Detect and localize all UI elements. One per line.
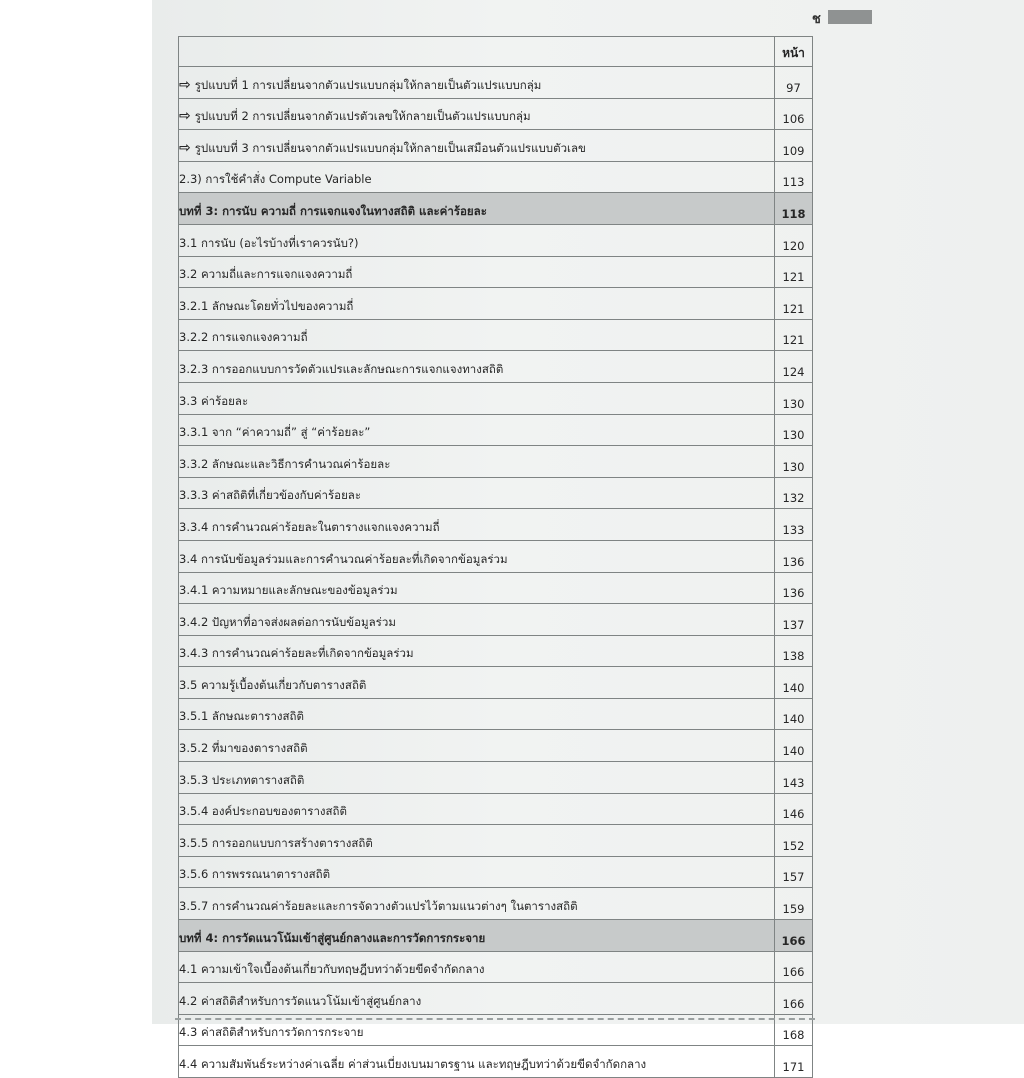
toc-row [179,793,813,825]
toc-row [179,635,813,667]
toc-entry-page: 171 [775,1046,813,1078]
toc-entry-page: 166 [775,983,813,1015]
toc-entry-text: 3.3.4 การคำนวณค่าร้อยละในตารางแจกแจงความถี่ [179,509,775,541]
chapter-title: บทที่ 3: การนับ ความถี่ การแจกแจงในทางสถิติ และค่าร้อยละ [179,193,775,225]
page-number: ช [812,12,821,27]
toc-entry-page: 121 [775,288,813,320]
toc-entry-text: 3.4 การนับข้อมูลร่วมและการคำนวณค่าร้อยละที่เกิดจากข้อมูลร่วม [179,540,775,572]
toc-entry-page: 132 [775,477,813,509]
toc-entry-page: 166 [775,951,813,983]
toc-entry-page: 120 [775,224,813,256]
toc-row [179,414,813,446]
toc-entry-text: 4.4 ความสัมพันธ์ระหว่างค่าเฉลี่ย ค่าส่วนเบี่ยงเบนมาตรฐาน และทฤษฎีบทว่าด้วยขีดจำกัดกลาง [179,1046,775,1078]
toc-row [179,667,813,699]
toc-entry-text: 3.4.2 ปัญหาที่อาจส่งผลต่อการนับข้อมูลร่วม [179,604,775,636]
toc-entry-text: 3.3 ค่าร้อยละ [179,382,775,414]
toc-row [179,319,813,351]
toc-row [179,224,813,256]
toc-row [179,382,813,414]
toc-entry-text: 3.2 ความถี่และการแจกแจงความถี่ [179,256,775,288]
toc-entry-text: 3.3.1 จาก “ค่าความถี่” สู่ “ค่าร้อยละ” [179,414,775,446]
toc-entry-page: 168 [775,1014,813,1046]
toc-row [179,98,813,130]
chapter-page: 166 [775,920,813,952]
toc-entry-page: 140 [775,667,813,699]
toc-entry-text: 3.5.2 ที่มาของตารางสถิติ [179,730,775,762]
toc-entry-text: 3.5.1 ลักษณะตารางสถิติ [179,698,775,730]
toc-entry-page: 130 [775,446,813,478]
toc-row [179,698,813,730]
toc-entry-text: 3.4.3 การคำนวณค่าร้อยละที่เกิดจากข้อมูลร่วม [179,635,775,667]
toc-entry-text: 3.2.1 ลักษณะโดยทั่วไปของความถี่ [179,288,775,320]
toc-row [179,288,813,320]
toc-entry-page: 143 [775,762,813,794]
header-blank-cell [179,37,775,67]
toc-row [179,446,813,478]
toc-entry-page: 121 [775,256,813,288]
chapter-row [179,193,813,225]
chapter-title: บทที่ 4: การวัดแนวโน้มเข้าสู่ศูนย์กลางและการวัดการกระจาย [179,920,775,952]
toc-entry-page: 137 [775,604,813,636]
toc-entry-page: 140 [775,698,813,730]
toc-entry-text: 3.5.3 ประเภทตารางสถิติ [179,762,775,794]
toc-entry-page: 136 [775,572,813,604]
toc-entry-page: 130 [775,414,813,446]
table-of-contents [178,36,813,1078]
toc-entry-text: 3.5.4 องค์ประกอบของตารางสถิติ [179,793,775,825]
toc-entry-text: 2.3) การใช้คำสั่ง Compute Variable [179,161,775,193]
toc-entry-text: 3.5 ความรู้เบื้องต้นเกี่ยวกับตารางสถิติ [179,667,775,699]
toc-row [179,825,813,857]
toc-entry-page: 121 [775,319,813,351]
toc-row [179,477,813,509]
arrow-right-icon: ⇨ [179,108,191,125]
toc-row [179,351,813,383]
toc-entry-text: 4.2 ค่าสถิติสำหรับการวัดแนวโน้มเข้าสู่ศูนย์กลาง [179,983,775,1015]
toc-entry-text: 3.2.2 การแจกแจงความถี่ [179,319,775,351]
toc-entry-page: 106 [775,98,813,130]
toc-entry-page: 130 [775,382,813,414]
toc-entry-page: 109 [775,130,813,162]
toc-entry-text: 3.1 การนับ (อะไรบ้างที่เราควรนับ?) [179,224,775,256]
arrow-right-icon: ⇨ [179,139,191,156]
corner-tab-bar [828,10,872,24]
toc-entry-text: 3.2.3 การออกแบบการวัดตัวแปรและลักษณะการแจกแจงทางสถิติ [179,351,775,383]
toc-row [179,730,813,762]
toc-row [179,888,813,920]
chapter-row [179,920,813,952]
toc-entry-text: 3.4.1 ความหมายและลักษณะของข้อมูลร่วม [179,572,775,604]
toc-entry-page: 133 [775,509,813,541]
chapter-page: 118 [775,193,813,225]
toc-entry-text: 4.3 ค่าสถิติสำหรับการวัดการกระจาย [179,1014,775,1046]
toc-entry-text: 3.5.5 การออกแบบการสร้างตารางสถิติ [179,825,775,857]
toc-entry-text: 3.3.3 ค่าสถิติที่เกี่ยวข้องกับค่าร้อยละ [179,477,775,509]
bottom-dashed-divider [175,1018,815,1020]
page-column-header: หน้า [775,37,813,67]
toc-row [179,509,813,541]
toc-entry-page: 138 [775,635,813,667]
toc-row [179,983,813,1015]
toc-entry-text: 3.5.6 การพรรณนาตารางสถิติ [179,856,775,888]
toc-entry-page: 97 [775,67,813,99]
toc-entry-text: รูปแบบที่ 3 การเปลี่ยนจากตัวแปรแบบกลุ่มให้กลายเป็นเสมือนตัวแปรแบบตัวเลข [194,140,586,155]
toc-entry-text: 3.3.2 ลักษณะและวิธีการคำนวณค่าร้อยละ [179,446,775,478]
toc-row [179,951,813,983]
toc-row [179,604,813,636]
toc-row [179,572,813,604]
header-row [179,37,813,67]
toc-entry-page: 157 [775,856,813,888]
toc-entry-page: 152 [775,825,813,857]
arrow-right-icon: ⇨ [179,76,191,93]
toc-row [179,540,813,572]
toc-entry-page: 124 [775,351,813,383]
toc-entry-page: 146 [775,793,813,825]
toc-row [179,1046,813,1078]
toc-entry-text: 4.1 ความเข้าใจเบื้องต้นเกี่ยวกับทฤษฎีบทว่าด้วยขีดจำกัดกลาง [179,951,775,983]
toc-row [179,256,813,288]
toc-entry-page: 159 [775,888,813,920]
toc-entry-page: 113 [775,161,813,193]
toc-entry-text: 3.5.7 การคำนวณค่าร้อยละและการจัดวางตัวแปรไว้ตามแนวต่างๆ ในตารางสถิติ [179,888,775,920]
toc-entry-page: 140 [775,730,813,762]
toc-entry-text: รูปแบบที่ 2 การเปลี่ยนจากตัวแปรตัวเลขให้กลายเป็นตัวแปรแบบกลุ่ม [194,109,531,124]
toc-entry-text: รูปแบบที่ 1 การเปลี่ยนจากตัวแปรแบบกลุ่มให้กลายเป็นตัวแปรแบบกลุ่ม [194,77,542,92]
toc-row [179,762,813,794]
toc-entry-page: 136 [775,540,813,572]
toc-row [179,130,813,162]
toc-row [179,856,813,888]
toc-row [179,67,813,99]
toc-row [179,161,813,193]
